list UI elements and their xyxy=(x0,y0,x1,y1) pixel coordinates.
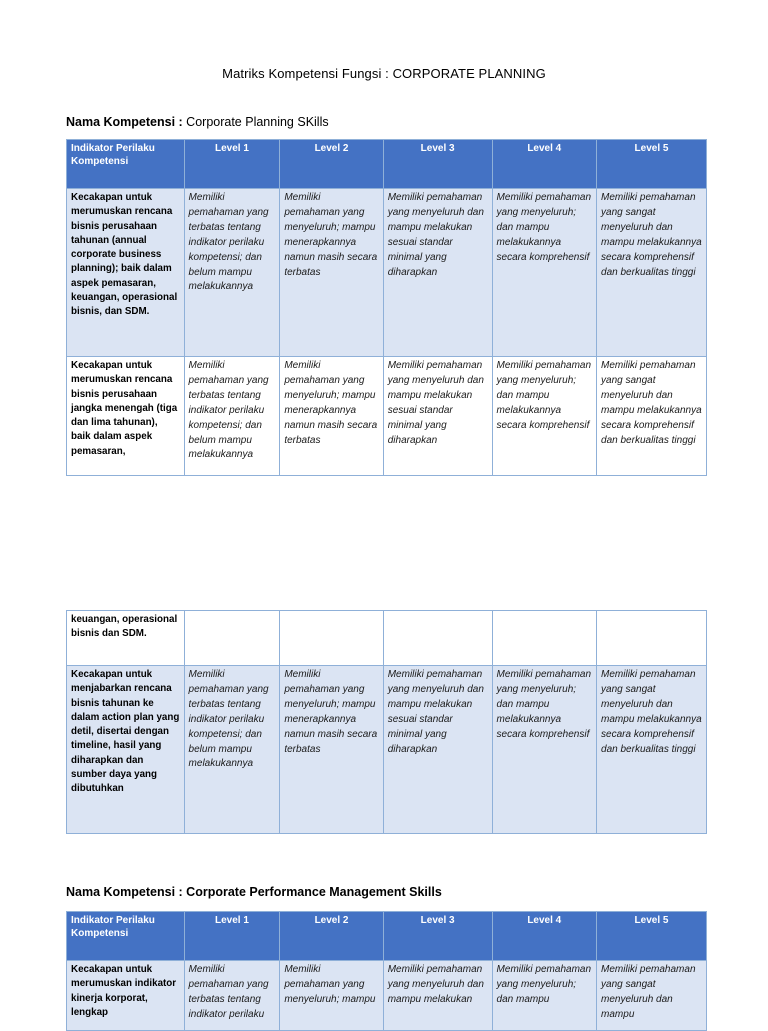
competency-heading-1 xyxy=(66,115,329,129)
competency-label: Nama Kompetensi : xyxy=(66,885,187,899)
level-cell xyxy=(383,611,492,666)
competency-matrix-2 xyxy=(66,911,707,1031)
header-level-3: Level 3 xyxy=(383,912,492,961)
level-cell: Memiliki pemahaman yang sangat menyeluruh dan mampu melakukannya secara komprehensif dan berkualitas tinggi xyxy=(597,666,707,834)
level-cell: Memiliki pemahaman yang menyeluruh; mampu xyxy=(280,961,383,1031)
header-level-5: Level 5 xyxy=(597,140,707,189)
level-cell: Memiliki pemahaman yang terbatas tentang indikator perilaku kompetensi; dan belum mampu melakukannya xyxy=(184,666,280,834)
level-cell: Memiliki pemahaman yang menyeluruh; mampu menerapkannya namun masih secara terbatas xyxy=(280,666,383,834)
competency-label: Nama Kompetensi : xyxy=(66,115,187,129)
level-cell: Memiliki pemahaman yang menyeluruh; dan mampu xyxy=(492,961,596,1031)
header-indicator: Indikator Perilaku Kompetensi xyxy=(67,140,185,189)
header-level-3: Level 3 xyxy=(383,140,492,189)
level-cell xyxy=(280,611,383,666)
level-cell: Memiliki pemahaman yang terbatas tentang indikator perilaku kompetensi; dan belum mampu melakukannya xyxy=(184,189,280,357)
indicator-cell: Kecakapan untuk merumuskan rencana bisnis perusahaan jangka menengah (tiga dan lima tahunan), baik dalam aspek pemasaran, xyxy=(67,357,185,476)
competency-name: Corporate Performance Management Skills xyxy=(186,885,442,899)
level-cell xyxy=(597,611,707,666)
competency-matrix-1-continued xyxy=(66,610,707,834)
level-cell: Memiliki pemahaman yang menyeluruh dan mampu melakukan sesuai standar minimal yang diharapkan xyxy=(383,357,492,476)
level-cell xyxy=(492,611,596,666)
header-level-5: Level 5 xyxy=(597,912,707,961)
header-level-1: Level 1 xyxy=(184,912,280,961)
indicator-cell: Kecakapan untuk merumuskan rencana bisnis perusahaan tahunan (annual corporate business planning); baik dalam aspek pemasaran, keuangan, operasional bisnis, dan SDM. xyxy=(67,189,185,357)
level-cell: Memiliki pemahaman yang terbatas tentang indikator perilaku kompetensi; dan belum mampu melakukannya xyxy=(184,357,280,476)
level-cell: Memiliki pemahaman yang terbatas tentang indikator perilaku xyxy=(184,961,280,1031)
level-cell: Memiliki pemahaman yang menyeluruh; mampu menerapkannya namun masih secara terbatas xyxy=(280,189,383,357)
indicator-cell: Kecakapan untuk merumuskan indikator kinerja korporat, lengkap xyxy=(67,961,185,1031)
table-row xyxy=(67,357,707,476)
table-row xyxy=(67,611,707,666)
competency-name: Corporate Planning SKills xyxy=(186,115,329,129)
table-row xyxy=(67,189,707,357)
competency-heading-2 xyxy=(66,885,442,899)
level-cell: Memiliki pemahaman yang menyeluruh dan mampu melakukan sesuai standar minimal yang diharapkan xyxy=(383,666,492,834)
header-level-1: Level 1 xyxy=(184,140,280,189)
table-row xyxy=(67,666,707,834)
level-cell: Memiliki pemahaman yang menyeluruh dan mampu melakukan sesuai standar minimal yang diharapkan xyxy=(383,189,492,357)
indicator-cell: keuangan, operasional bisnis dan SDM. xyxy=(67,611,185,666)
level-cell: Memiliki pemahaman yang sangat menyeluruh dan mampu melakukannya secara komprehensif dan berkualitas tinggi xyxy=(597,189,707,357)
level-cell xyxy=(184,611,280,666)
level-cell: Memiliki pemahaman yang menyeluruh; mampu menerapkannya namun masih secara terbatas xyxy=(280,357,383,476)
level-cell: Memiliki pemahaman yang menyeluruh; dan mampu melakukannya secara komprehensif xyxy=(492,666,596,834)
table-header-row xyxy=(67,140,707,189)
header-level-4: Level 4 xyxy=(492,912,596,961)
header-indicator: Indikator Perilaku Kompetensi xyxy=(67,912,185,961)
header-level-2: Level 2 xyxy=(280,912,383,961)
header-level-4: Level 4 xyxy=(492,140,596,189)
indicator-cell: Kecakapan untuk menjabarkan rencana bisnis tahunan ke dalam action plan yang detil, disertai dengan timeline, hasil yang diharapkan dan sumber daya yang dibutuhkan xyxy=(67,666,185,834)
competency-matrix-1 xyxy=(66,139,707,476)
header-level-2: Level 2 xyxy=(280,140,383,189)
level-cell: Memiliki pemahaman yang sangat menyeluruh dan mampu melakukannya secara komprehensif dan berkualitas tinggi xyxy=(597,357,707,476)
level-cell: Memiliki pemahaman yang menyeluruh dan mampu melakukan xyxy=(383,961,492,1031)
document-title: Matriks Kompetensi Fungsi : CORPORATE PLANNING xyxy=(222,66,546,81)
level-cell: Memiliki pemahaman yang sangat menyeluruh dan mampu xyxy=(597,961,707,1031)
level-cell: Memiliki pemahaman yang menyeluruh; dan mampu melakukannya secara komprehensif xyxy=(492,357,596,476)
table-header-row xyxy=(67,912,707,961)
table-row xyxy=(67,961,707,1031)
level-cell: Memiliki pemahaman yang menyeluruh; dan mampu melakukannya secara komprehensif xyxy=(492,189,596,357)
